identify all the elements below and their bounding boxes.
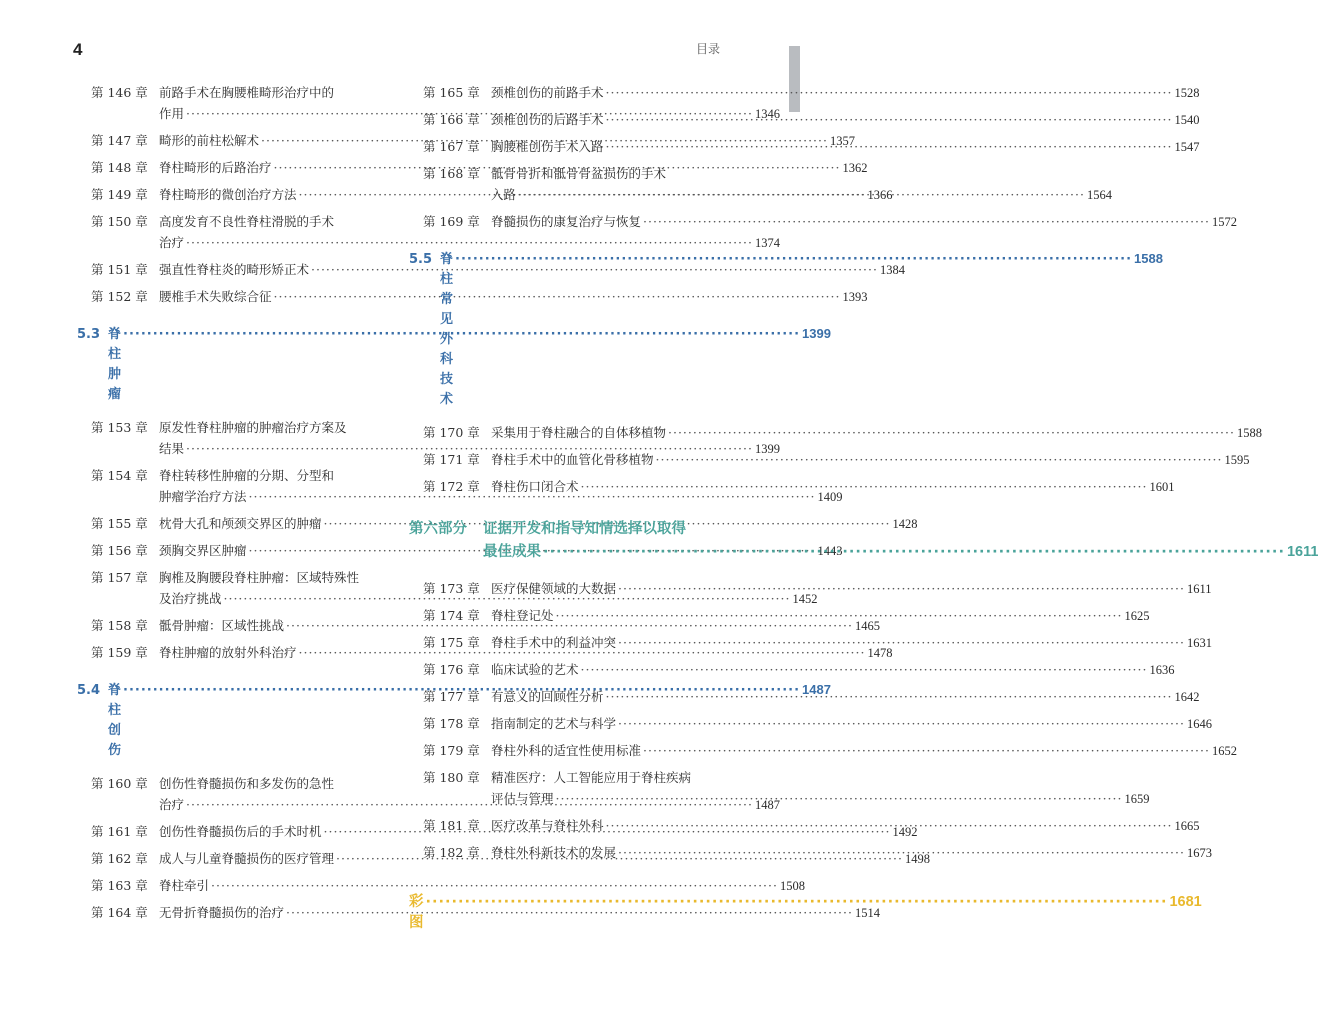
chapter-number: 第 176 章 [423, 662, 480, 677]
chapter-title: 脊柱牵引 [159, 878, 210, 893]
chapter-page: 1498 [904, 852, 930, 866]
chapter-page: 1374 [754, 236, 780, 250]
chapter-page: 1572 [1211, 215, 1237, 229]
section-page: 1588 [1134, 251, 1163, 266]
chapter-page: 1465 [854, 619, 880, 633]
leader-dots [643, 211, 1210, 232]
chapter-title: 颈胸交界区肿瘤 [159, 543, 247, 558]
leader-dots [606, 82, 1173, 103]
chapter-entry[interactable] [409, 659, 1175, 681]
chapter-title: 颈椎创伤的前路手术 [491, 85, 604, 100]
chapter-page: 1362 [842, 161, 868, 175]
chapter-title: 精准医疗：人工智能应用于脊柱疾病 [491, 770, 692, 785]
chapter-title: 创伤性脊髓损伤后的手术时机 [159, 824, 322, 839]
chapter-title: 畸形的前柱松解术 [159, 133, 260, 148]
part-title-line: 证据开发和指导知情选择以取得 [483, 521, 686, 537]
chapter-page: 1611 [1186, 582, 1212, 596]
chapter-entry[interactable] [409, 82, 1200, 104]
chapter-page: 1646 [1186, 717, 1212, 731]
chapter-number: 第 160 章 [91, 776, 148, 791]
leader-dots [606, 136, 1173, 157]
leader-dots [606, 686, 1173, 707]
chapter-page: 1652 [1211, 744, 1237, 758]
chapter-number: 第 182 章 [423, 845, 480, 860]
chapter-number: 第 180 章 [423, 770, 480, 785]
chapter-number: 第 164 章 [91, 905, 148, 920]
chapter-entry[interactable] [409, 211, 1237, 233]
chapter-page: 1631 [1186, 636, 1212, 650]
chapter-number: 第 168 章 [423, 166, 480, 181]
chapter-title: 脊柱畸形的后路治疗 [159, 160, 272, 175]
section-page: 1487 [802, 682, 831, 697]
chapter-title: 腰椎手术失败综合征 [159, 289, 272, 304]
chapter-title: 结果 [159, 441, 185, 456]
chapter-number: 第 158 章 [91, 618, 148, 633]
leader-dots [643, 740, 1210, 761]
chapter-title: 脊柱转移性肿瘤的分期、分型和 [159, 468, 335, 483]
page-number: 4 [73, 40, 83, 59]
chapter-entry[interactable] [409, 422, 1262, 444]
chapter-number: 第 161 章 [91, 824, 148, 839]
chapter-page: 1399 [754, 442, 780, 456]
chapter-title: 医疗保健领域的大数据 [491, 581, 617, 596]
leader-dots [581, 659, 1148, 680]
leader-dots [556, 605, 1123, 626]
leader-dots [543, 541, 1285, 564]
chapter-number: 第 174 章 [423, 608, 480, 623]
chapter-number: 第 148 章 [91, 160, 148, 175]
chapter-title: 强直性脊柱炎的畸形矫正术 [159, 262, 310, 277]
chapter-number: 第 154 章 [91, 468, 148, 483]
chapter-page: 1409 [817, 490, 843, 504]
leader-dots [618, 632, 1185, 653]
leader-dots [618, 713, 1185, 734]
chapter-title: 原发性脊柱肿瘤的肿瘤治疗方案及 [159, 420, 347, 435]
chapter-number: 第 162 章 [91, 851, 148, 866]
chapter-page: 1540 [1174, 113, 1200, 127]
chapter-number: 第 159 章 [91, 645, 148, 660]
chapter-title: 医疗改革与脊柱外科 [491, 818, 604, 833]
chapter-page: 1528 [1174, 86, 1200, 100]
chapter-title: 无骨折脊髓损伤的治疗 [159, 905, 285, 920]
chapter-title: 脊柱畸形的微创治疗方法 [159, 187, 297, 202]
section-page: 1399 [802, 326, 831, 341]
chapter-entry[interactable] [77, 875, 805, 897]
color-plates-title: 彩图 [409, 894, 424, 931]
chapter-page: 1384 [879, 263, 905, 277]
chapter-title: 作用 [159, 106, 185, 121]
chapter-title: 采集用于脊柱融合的自体移植物 [491, 425, 667, 440]
chapter-page: 1393 [842, 290, 868, 304]
chapter-page: 1665 [1174, 819, 1200, 833]
chapter-number: 第 156 章 [91, 543, 148, 558]
chapter-page: 1625 [1124, 609, 1150, 623]
chapter-title: 创伤性脊髓损伤和多发伤的急性 [159, 776, 335, 791]
color-plates-page: 1681 [1169, 894, 1202, 910]
chapter-entry[interactable] [409, 740, 1237, 762]
chapter-title: 高度发育不良性脊柱滑脱的手术 [159, 214, 335, 229]
chapter-title: 治疗 [159, 797, 185, 812]
chapter-number: 第 175 章 [423, 635, 480, 650]
part-page: 1611 [1286, 544, 1318, 560]
section-number: 5.3 [77, 327, 101, 342]
chapter-page: 1487 [754, 798, 780, 812]
chapter-title: 有意义的回顾性分析 [491, 689, 604, 704]
chapter-title: 胸腰椎创伤手术入路 [491, 139, 604, 154]
chapter-entry[interactable] [77, 286, 868, 308]
chapter-page: 1642 [1174, 690, 1200, 704]
section-title: 脊柱创伤 [108, 683, 122, 758]
chapter-number: 第 152 章 [91, 289, 148, 304]
chapter-page: 1428 [892, 517, 918, 531]
leader-dots [618, 842, 1185, 863]
chapter-number: 第 171 章 [423, 452, 480, 467]
chapter-number: 第 151 章 [91, 262, 148, 277]
chapter-title: 枕骨大孔和颅颈交界区的肿瘤 [159, 516, 322, 531]
chapter-title: 评估与管理 [491, 791, 554, 806]
chapter-title: 脊柱外科新技术的发展 [491, 845, 617, 860]
leader-dots [606, 815, 1173, 836]
chapter-title: 肿瘤学治疗方法 [159, 489, 247, 504]
chapter-title: 胸椎及胸腰段脊柱肿瘤：区域特殊性 [159, 570, 360, 585]
chapter-number: 第 146 章 [91, 85, 148, 100]
chapter-page: 1595 [1224, 453, 1250, 467]
chapter-number: 第 177 章 [423, 689, 480, 704]
chapter-page: 1443 [817, 544, 843, 558]
chapter-title: 治疗 [159, 235, 185, 250]
chapter-title: 骶骨肿瘤：区域性挑战 [159, 618, 285, 633]
chapter-page: 1346 [754, 107, 780, 121]
running-head: 目录 [695, 42, 720, 56]
chapter-number: 第 149 章 [91, 187, 148, 202]
chapter-page: 1366 [867, 188, 893, 202]
chapter-page: 1636 [1149, 663, 1175, 677]
chapter-page: 1659 [1124, 792, 1150, 806]
chapter-page: 1588 [1236, 426, 1262, 440]
chapter-number: 第 167 章 [423, 139, 480, 154]
chapter-title: 指南制定的艺术与科学 [491, 716, 617, 731]
chapter-page: 1357 [829, 134, 855, 148]
chapter-number: 第 179 章 [423, 743, 480, 758]
chapter-page: 1547 [1174, 140, 1200, 154]
chapter-title: 脊柱肿瘤的放射外科治疗 [159, 645, 297, 660]
leader-dots [518, 184, 1085, 205]
chapter-number: 第 178 章 [423, 716, 480, 731]
chapter-number: 第 147 章 [91, 133, 148, 148]
leader-dots [426, 894, 1168, 910]
section-title: 脊柱常见外科技术 [440, 252, 454, 407]
leader-dots [656, 449, 1223, 470]
leader-dots [556, 788, 1123, 809]
chapter-number: 第 150 章 [91, 214, 148, 229]
chapter-number: 第 153 章 [91, 420, 148, 435]
chapter-number: 第 166 章 [423, 112, 480, 127]
chapter-number: 第 155 章 [91, 516, 148, 531]
chapter-page: 1673 [1186, 846, 1212, 860]
chapter-title: 脊柱外科的适宜性使用标准 [491, 743, 642, 758]
chapter-title: 脊柱登记处 [491, 608, 554, 623]
chapter-title: 脊柱手术中的血管化骨移植物 [491, 452, 654, 467]
chapter-number: 第 173 章 [423, 581, 480, 596]
section-title: 脊柱肿瘤 [108, 327, 122, 402]
chapter-page: 1508 [779, 879, 805, 893]
part-label: 第六部分 [409, 521, 467, 537]
chapter-page: 1514 [854, 906, 880, 920]
section-number: 5.4 [77, 683, 101, 698]
part-title-line: 最佳成果 [483, 544, 541, 560]
chapter-page: 1492 [892, 825, 918, 839]
leader-dots [455, 250, 1132, 270]
leader-dots [606, 109, 1173, 130]
chapter-number: 第 181 章 [423, 818, 480, 833]
chapter-title: 脊柱伤口闭合术 [491, 479, 579, 494]
chapter-page: 1564 [1086, 188, 1112, 202]
chapter-page: 1478 [867, 646, 893, 660]
chapter-title: 及治疗挑战 [159, 591, 222, 606]
leader-dots [618, 578, 1185, 599]
chapter-number: 第 169 章 [423, 214, 480, 229]
chapter-title: 骶骨骨折和骶骨骨盆损伤的手术 [491, 166, 667, 181]
chapter-title: 前路手术在胸腰椎畸形治疗中的 [159, 85, 335, 100]
chapter-number: 第 165 章 [423, 85, 480, 100]
chapter-number: 第 170 章 [423, 425, 480, 440]
leader-dots [668, 422, 1235, 443]
chapter-page: 1452 [792, 592, 818, 606]
chapter-number: 第 172 章 [423, 479, 480, 494]
chapter-title: 脊柱手术中的利益冲突 [491, 635, 617, 650]
section-number: 5.5 [409, 252, 433, 267]
chapter-entry[interactable] [409, 713, 1212, 735]
chapter-title: 入路 [491, 187, 517, 202]
chapter-title: 脊髓损伤的康复治疗与恢复 [491, 214, 642, 229]
chapter-title: 临床试验的艺术 [491, 662, 579, 677]
chapter-title: 颈椎创伤的后路手术 [491, 112, 604, 127]
chapter-page: 1601 [1149, 480, 1175, 494]
chapter-number: 第 157 章 [91, 570, 148, 585]
chapter-number: 第 163 章 [91, 878, 148, 893]
chapter-title: 成人与儿童脊髓损伤的医疗管理 [159, 851, 335, 866]
leader-dots [581, 476, 1148, 497]
